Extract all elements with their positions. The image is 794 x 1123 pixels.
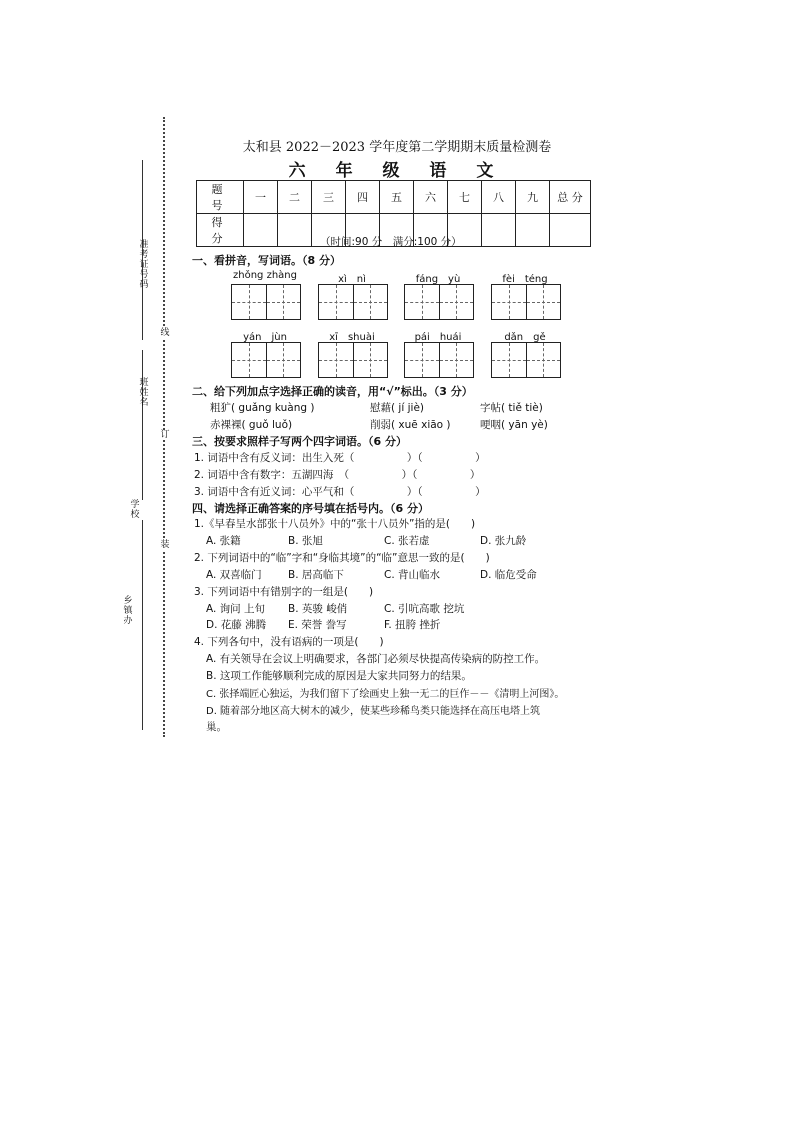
binding-label-line: 线 (160, 328, 170, 338)
score-col: 一 (244, 181, 278, 214)
s4-question-1: 1.《早春呈水部张十八员外》中的“张十八员外”指的是( ) (194, 518, 476, 530)
s4-q3-option-f: F. 扭胯 挫折 (384, 619, 441, 631)
s4-q3-option-b: B. 英骏 峻俏 (288, 603, 348, 615)
pinyin-4: fèi téng (502, 274, 548, 285)
s3-question-3: 3. 词语中含有近义词：心平气和（ ）（ ） (194, 486, 486, 498)
binding-line-3 (142, 520, 143, 730)
writing-grid-2[interactable] (318, 284, 388, 320)
score-table-row-label: 题 号 (197, 181, 244, 214)
s4-q3-option-c: C. 引吭高歌 挖坑 (384, 603, 465, 615)
score-col: 四 (346, 181, 380, 214)
s4-q2-option-d: D. 临危受命 (480, 569, 537, 581)
s4-question-4: 4. 下列各句中，没有语病的一项是( ) (194, 636, 384, 648)
writing-grid-5[interactable] (231, 342, 301, 378)
s4-q1-option-b: B. 张旭 (288, 535, 323, 547)
writing-grid-8[interactable] (491, 342, 561, 378)
binding-label-zhuang: 装 (160, 540, 170, 550)
s4-q4-option-b: B. 这项工作能够顺利完成的原因是大家共同努力的结果。 (206, 670, 472, 682)
score-col: 五 (380, 181, 414, 214)
s4-question-2: 2. 下列词语中的“临”字和“身临其境”的“临”意思一致的是( ) (194, 552, 490, 564)
score-table-row-label: 得 分 (197, 214, 244, 247)
binding-label-town: 乡 镇 办 (123, 596, 133, 626)
s2-item-6: 哽咽( yān yè) (480, 419, 548, 431)
s4-q4-option-d: D. 随着部分地区高大树木的减少，使某些珍稀鸟类只能选择在高压电塔上筑 (206, 706, 541, 717)
score-cell[interactable] (482, 214, 516, 247)
time-info: （时间:90 分 满分:100 分） (320, 236, 462, 248)
score-col: 七 (448, 181, 482, 214)
s4-q4-option-c: C. 张择端匠心独运，为我们留下了绘画史上独一无二的巨作－－《清明上河图》。 (206, 689, 565, 700)
binding-label-ding: 订 (160, 430, 170, 440)
writing-grid-3[interactable] (404, 284, 474, 320)
s2-item-1: 粗犷( guǎng kuàng ) (210, 402, 315, 414)
score-col: 二 (278, 181, 312, 214)
s4-question-3: 3. 下列词语中有错别字的一组是( ) (194, 586, 374, 598)
binding-label-school: 学校 (130, 500, 140, 520)
s4-q1-option-d: D. 张九龄 (480, 535, 527, 547)
s4-q4-option-d-cont: 巢。 (206, 721, 227, 733)
score-col: 八 (482, 181, 516, 214)
s4-q2-option-c: C. 背山临水 (384, 569, 441, 581)
s2-item-2: 慰藉( jí jiè) (370, 402, 424, 414)
score-cell[interactable] (550, 214, 591, 247)
binding-label-class-name: 班 姓名 (139, 378, 149, 408)
section-3-heading: 三、按要求照样子写两个四字词语。（6 分） (192, 435, 407, 448)
s3-question-2: 2. 词语中含有数字：五湖四海 （ ）（ ） (194, 469, 481, 481)
s4-q2-option-a: A. 双喜临门 (206, 569, 262, 581)
score-col-total: 总 分 (550, 181, 591, 214)
s4-q4-option-a: A. 有关领导在会议上明确要求，各部门必须尽快提高传染病的防控工作。 (206, 653, 546, 665)
writing-grid-7[interactable] (404, 342, 474, 378)
exam-title: 太和县 2022－2023 学年度第二学期期末质量检测卷 (242, 140, 552, 155)
section-4-heading: 四、请选择正确答案的序号填在括号内。（6 分） (192, 502, 429, 515)
binding-dotted-line (163, 117, 165, 737)
s4-q2-option-b: B. 居高临下 (288, 569, 344, 581)
score-col: 三 (312, 181, 346, 214)
score-cell[interactable] (244, 214, 278, 247)
binding-line-2 (142, 350, 143, 500)
score-cell[interactable] (516, 214, 550, 247)
score-col: 六 (414, 181, 448, 214)
s4-q3-option-a: A. 询问 上旬 (206, 603, 266, 615)
score-cell[interactable] (278, 214, 312, 247)
pinyin-6: xī shuài (329, 332, 375, 343)
s2-item-3: 字帖( tiě tiè) (480, 402, 543, 414)
pinyin-5: yán jùn (243, 332, 287, 343)
s3-question-1: 1. 词语中含有反义词：出生入死（ ）（ ） (194, 452, 486, 464)
section-2-heading: 二、给下列加点字选择正确的读音，用“√”标出。（3 分） (192, 385, 473, 398)
s2-item-4: 赤裸裸( guǒ luǒ) (210, 419, 293, 431)
pinyin-1: zhǒng zhàng (233, 270, 297, 281)
section-1-heading: 一、看拼音，写词语。（8 分） (192, 254, 341, 267)
pinyin-8: dǎn gě (504, 332, 546, 343)
s4-q3-option-d: D. 花藤 沸腾 (206, 619, 267, 631)
s4-q1-option-c: C. 张若虚 (384, 535, 430, 547)
score-col: 九 (516, 181, 550, 214)
pinyin-7: pái huái (414, 332, 462, 343)
exam-subtitle: 六 年 级 语 文 (288, 161, 506, 181)
writing-grid-1[interactable] (231, 284, 301, 320)
writing-grid-6[interactable] (318, 342, 388, 378)
s4-q3-option-e: E. 荣誉 誊写 (288, 619, 347, 631)
pinyin-3: fáng yù (415, 274, 461, 285)
pinyin-2: xì nì (338, 274, 366, 285)
s2-item-5: 削弱( xuē xiāo ) (370, 419, 451, 431)
binding-label-id: 准考证号码 (139, 240, 149, 290)
writing-grid-4[interactable] (491, 284, 561, 320)
s4-q1-option-a: A. 张籍 (206, 535, 241, 547)
